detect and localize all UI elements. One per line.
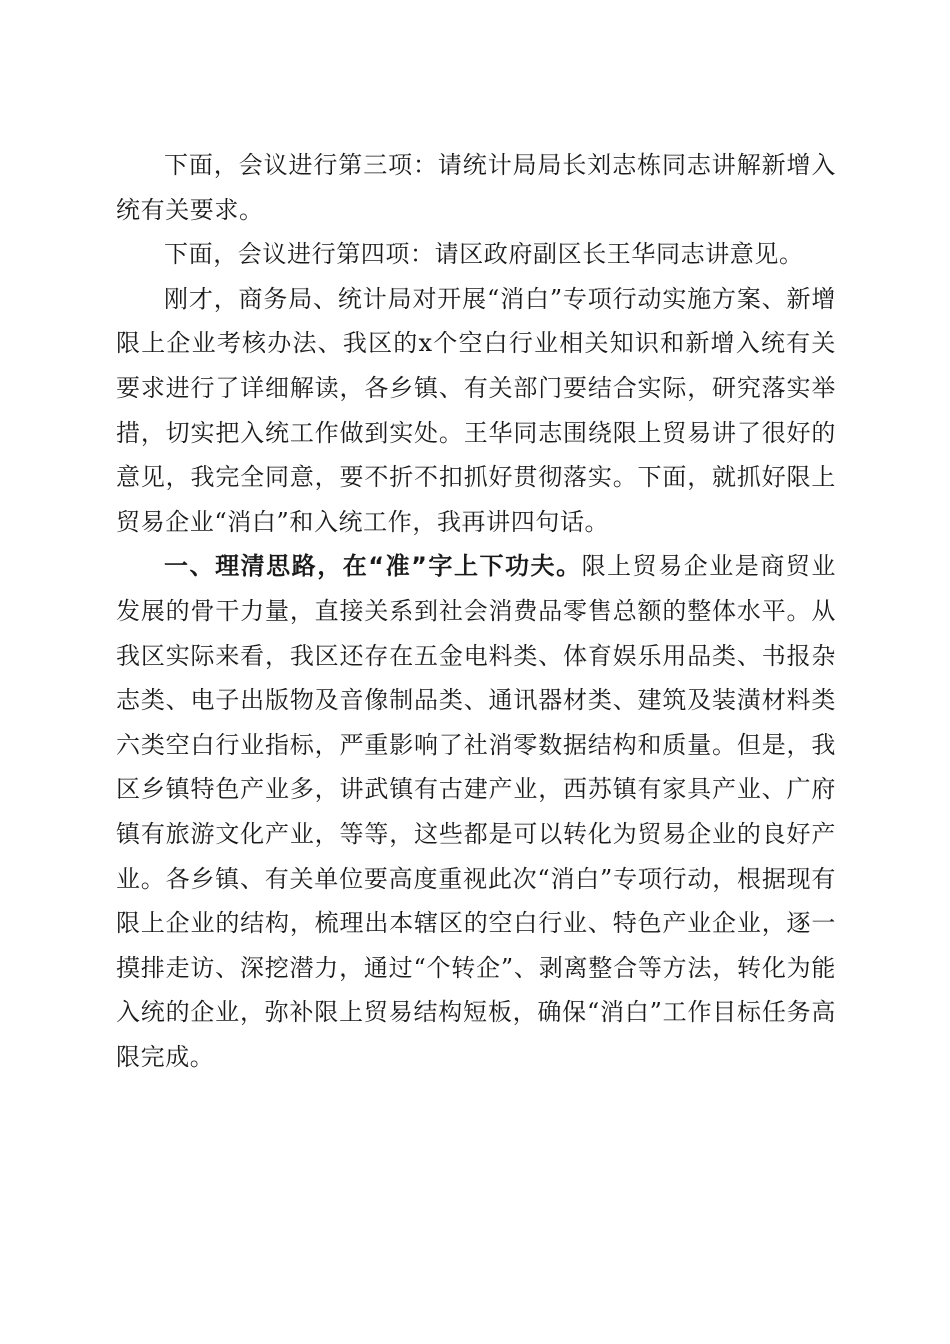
paragraph-summary [116,277,836,545]
paragraph-text: 下面，会议进行第四项：请区政府副区长王华同志讲意见。 [164,240,804,269]
paragraph-agenda-item-four [116,232,836,277]
paragraph-text: 下面，会议进行第三项：请统计局局长刘志栋同志讲解新增入统有关要求。 [116,151,836,224]
section-heading: 一、理清思路，在“准”字上下功夫。 [164,552,582,581]
document-body [116,143,836,1079]
paragraph-text: 限上贸易企业是商贸业发展的骨干力量，直接关系到社会消费品零售总额的整体水平。从我区实际来看，我区还存在五金电料类、体育娱乐用品类、书报杂志类、电子出版物及音像制品类、通讯器材类、建筑及装潢材料类六类空白行业指标，严重影响了社消零数据结构和质量。但是，我区乡镇特色产业多，讲武镇有古建产业，西苏镇有家具产业、广府镇有旅游文化产业，等等，这些都是可以转化为贸易企业的良好产业。各乡镇、有关单位要高度重视此次“消白”专项行动，根据现有限上企业的结构，梳理出本辖区的空白行业、特色产业企业，逐一摸排走访、深挖潜力，通过“个转企”、剥离整合等方法，转化为能入统的企业，弥补限上贸易结构短板，确保“消白”工作目标任务高限完成。 [116,552,837,1071]
paragraph-text: 刚才，商务局、统计局对开展“消白”专项行动实施方案、新增限上企业考核办法、我区的x个空白行业相关知识和新增入统有关要求进行了详细解读，各乡镇、有关部门要结合实际，研究落实举措，切实把入统工作做到实处。王华同志围绕限上贸易讲了很好的意见，我完全同意，要不折不扣抓好贯彻落实。下面，就抓好限上贸易企业“消白”和入统工作，我再讲四句话。 [116,284,836,536]
paragraph-section-one [116,544,836,1079]
paragraph-agenda-item-three [116,143,836,232]
